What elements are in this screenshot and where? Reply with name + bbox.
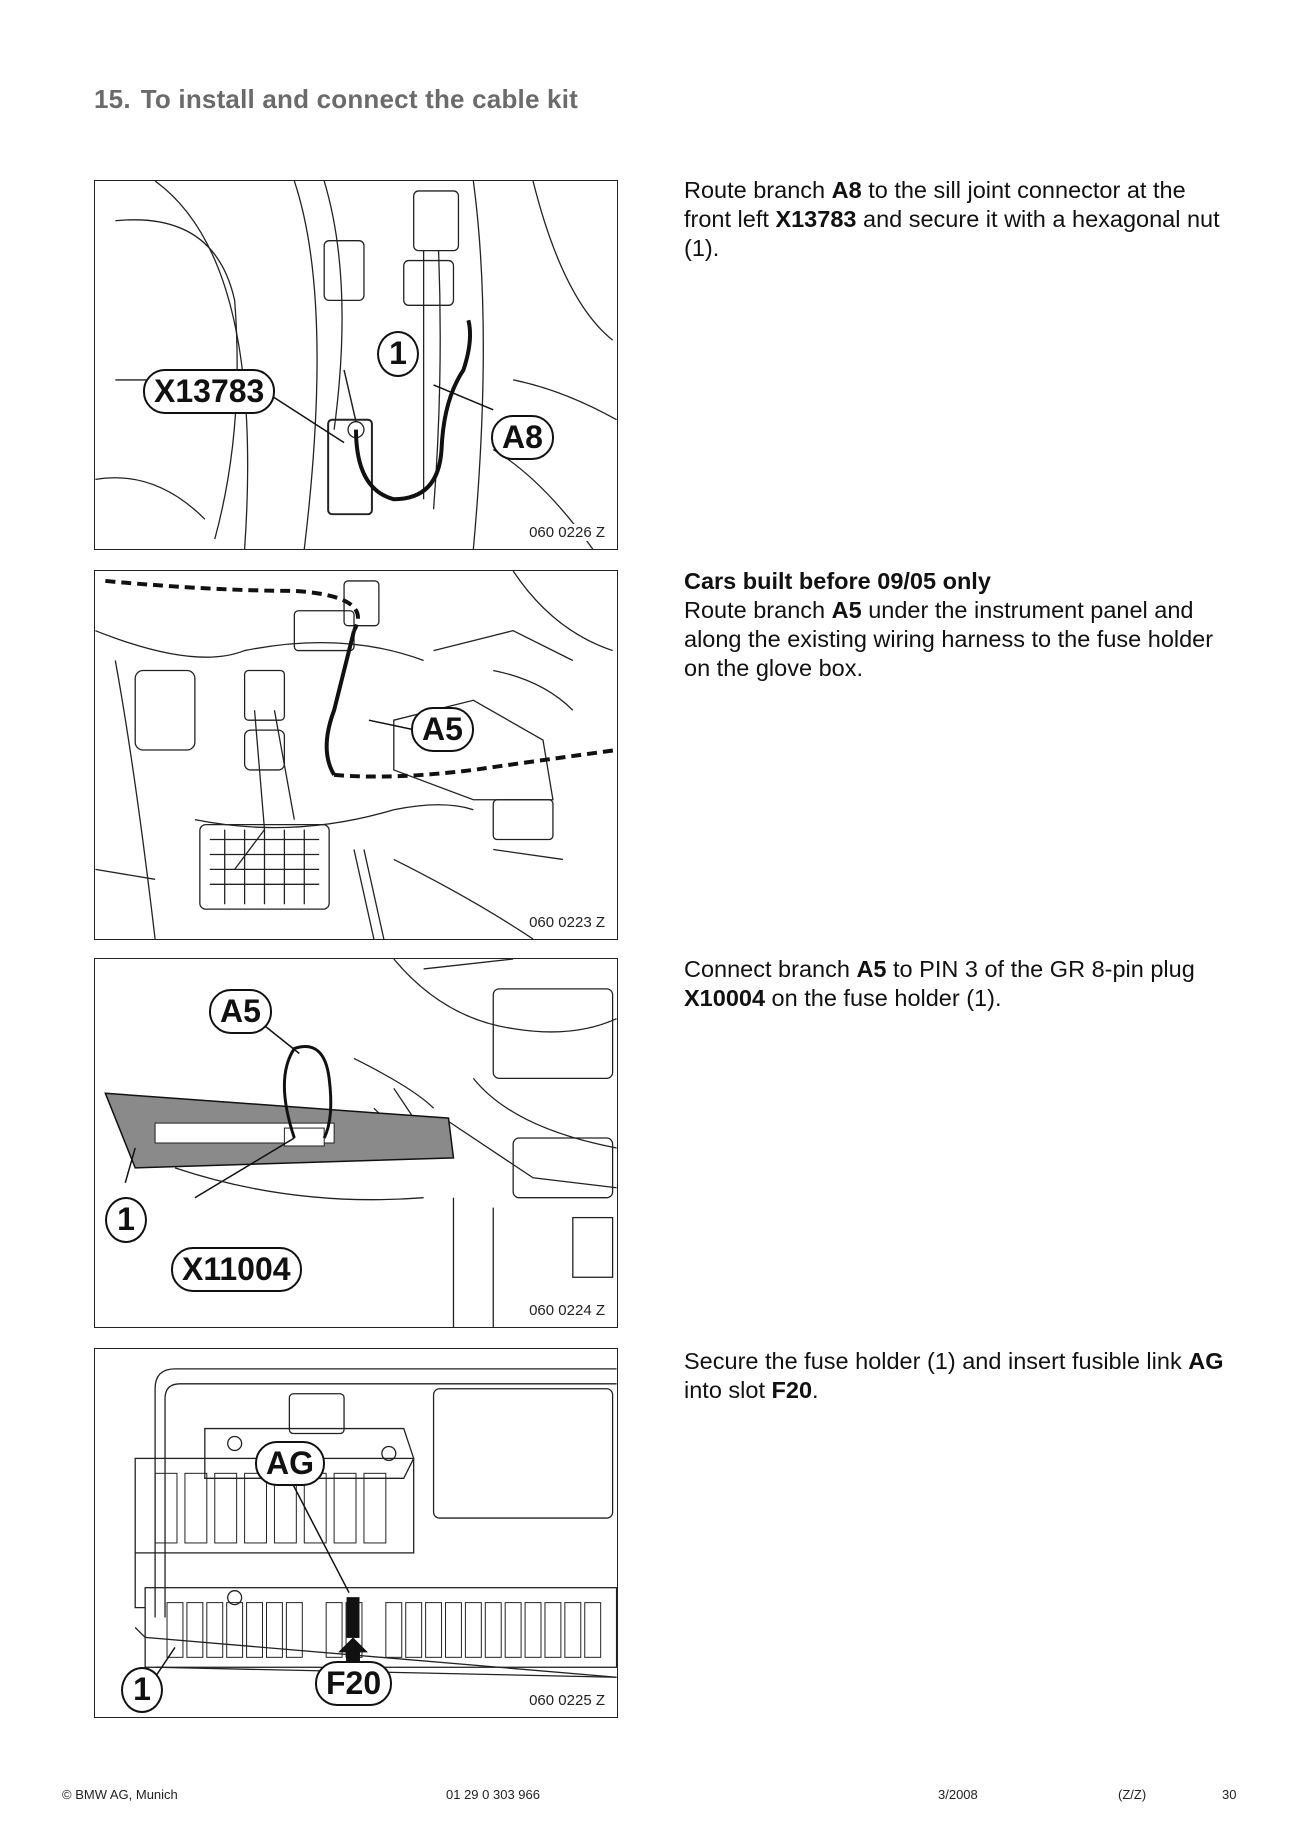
callout-fuse-holder-1: 1 [121, 1667, 163, 1713]
figure-code: 060 0224 Z [529, 1302, 605, 1319]
step-4-text [684, 1347, 1224, 1405]
footer-part-number: 01 29 0 303 966 [446, 1787, 540, 1802]
figure-code: 060 0226 Z [529, 524, 605, 541]
callout-a5: A5 [209, 989, 272, 1034]
footer-code: (Z/Z) [1118, 1787, 1147, 1802]
step-2-paragraph: Route branch A5 under the instrument panel and along the existing wiring harness to the fuse holder on the glove box. [684, 597, 1214, 681]
figure-2-drawing [95, 571, 617, 939]
footer-date: 3/2008 [938, 1787, 978, 1802]
callout-fuse-holder-1: 1 [105, 1197, 147, 1243]
section-title: To install and connect the cable kit [140, 84, 578, 114]
step-4-paragraph: Secure the fuse holder (1) and insert fusible link AG into slot F20. [684, 1348, 1224, 1403]
footer-copyright: © BMW AG, Munich [62, 1787, 178, 1802]
figure-instrument-panel [94, 570, 618, 940]
step-2-text [684, 567, 1224, 683]
callout-ag: AG [255, 1441, 325, 1486]
figure-sill-connector [94, 180, 618, 550]
step-3-text [684, 955, 1224, 1013]
callout-f20: F20 [315, 1661, 392, 1706]
callout-x11004: X11004 [171, 1247, 302, 1292]
callout-a8: A8 [491, 415, 554, 460]
figure-code: 060 0225 Z [529, 1692, 605, 1709]
step-1-paragraph: Route branch A8 to the sill joint connector at the front left X13783 and secure it with a hexagonal nut (1). [684, 177, 1220, 261]
figure-code: 060 0223 Z [529, 914, 605, 931]
callout-a5: A5 [411, 707, 474, 752]
section-heading [94, 84, 578, 115]
step-1-text [684, 176, 1224, 263]
section-number: 15. [94, 84, 131, 114]
footer-page-number: 30 [1222, 1787, 1237, 1802]
callout-nut-1: 1 [377, 331, 419, 377]
step-2-heading: Cars built before 09/05 only [684, 568, 991, 594]
step-3-paragraph: Connect branch A5 to PIN 3 of the GR 8-pin plug X10004 on the fuse holder (1). [684, 956, 1195, 1011]
callout-x13783: X13783 [143, 369, 275, 414]
figure-1-drawing [95, 181, 617, 549]
figure-fuse-holder-connector [94, 958, 618, 1328]
figure-fuse-slot [94, 1348, 618, 1718]
